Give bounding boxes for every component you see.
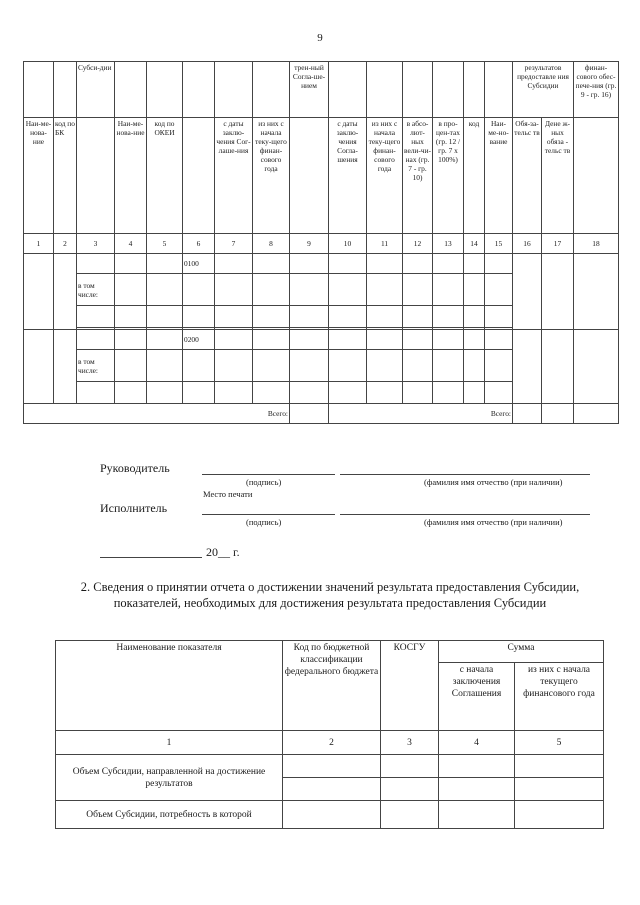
column-number: 6 bbox=[183, 234, 215, 254]
header-from-agreement: с даты заклю-чения Сог-лаше-ния bbox=[215, 118, 253, 234]
total-label-2: Всего: bbox=[329, 404, 513, 424]
column-number: 4 bbox=[439, 731, 515, 755]
column-number: 2 bbox=[54, 234, 77, 254]
column-numbers-row bbox=[24, 234, 619, 254]
head-label: Руководитель bbox=[100, 461, 170, 475]
report-acceptance-table bbox=[55, 640, 604, 829]
column-number: 18 bbox=[574, 234, 619, 254]
header-budget-code: Код по бюджетной классификации федерального бюджета bbox=[283, 641, 381, 731]
section-2-title: 2. Сведения о принятии отчета о достижении значений результата предоставления Субсидии, показателей, необходимых для достижения результата предоставления Субсидии bbox=[80, 580, 580, 610]
header-unit-name: Наи-ме-нова-ние bbox=[115, 118, 147, 234]
column-number: 5 bbox=[515, 731, 604, 755]
results-report-table bbox=[23, 61, 619, 424]
column-number: 3 bbox=[77, 234, 115, 254]
header-bk-code: код по БК bbox=[54, 118, 77, 234]
date-line bbox=[100, 557, 202, 558]
header-indicator-name: Наименование показателя bbox=[56, 641, 283, 731]
column-number: 13 bbox=[433, 234, 464, 254]
total-row bbox=[24, 404, 619, 424]
header-result: результатов предоставле ния Субсидии bbox=[513, 62, 574, 118]
header-money-obligations: Дене ж-ных обяза - тельс тв bbox=[542, 118, 574, 234]
row-including: в том числе: bbox=[77, 274, 115, 306]
executor-label: Исполнитель bbox=[100, 501, 168, 515]
header-sum: Сумма bbox=[439, 641, 604, 663]
table-row bbox=[56, 755, 604, 778]
total-label: Всего: bbox=[24, 404, 290, 424]
header-subsidy: Субси-дии bbox=[77, 62, 115, 118]
row-code-0100: 0100 bbox=[183, 254, 215, 274]
page-number: 9 bbox=[317, 32, 323, 44]
header-obligations: Обя-за-тельс тв bbox=[513, 118, 542, 234]
column-number: 14 bbox=[464, 234, 485, 254]
column-number: 16 bbox=[513, 234, 542, 254]
header-name: Наи-ме-нова-ние bbox=[24, 118, 54, 234]
header-sum-year: из них с начала текущего финансового года bbox=[515, 663, 604, 731]
name-caption: (фамилия имя отчество (при наличии) bbox=[424, 477, 563, 487]
table-row bbox=[24, 330, 619, 350]
table-row bbox=[24, 254, 619, 274]
column-number: 1 bbox=[56, 731, 283, 755]
date-year: 20__ г. bbox=[206, 545, 240, 559]
header-from-agreement-2: с даты заклю-чения Согла-шения bbox=[329, 118, 367, 234]
name-caption-2: (фамилия имя отчество (при наличии) bbox=[424, 517, 563, 527]
executor-signature-line bbox=[202, 514, 335, 515]
header-okei-code: код по ОКЕИ bbox=[147, 118, 183, 234]
column-number: 11 bbox=[367, 234, 403, 254]
header-agreement: трен-ный Согла-ше-нием bbox=[290, 62, 329, 118]
header-year-start: из них с начала теку-щего финан-сового года bbox=[253, 118, 290, 234]
table-row bbox=[56, 801, 604, 829]
column-number: 12 bbox=[403, 234, 433, 254]
executor-name-line bbox=[340, 514, 590, 515]
row-subsidy-need: Объем Субсидии, потребность в которой bbox=[56, 801, 283, 829]
header-code: код bbox=[464, 118, 485, 234]
row-code-0200: 0200 bbox=[183, 330, 215, 350]
column-number: 5 bbox=[147, 234, 183, 254]
column-number: 3 bbox=[381, 731, 439, 755]
header-year-start-2: из них с начала теку-щего финан-сового года bbox=[367, 118, 403, 234]
header-financial: финан-сового обес-пече-ния (гр. 9 - гр. 16) bbox=[574, 62, 619, 118]
column-number: 15 bbox=[485, 234, 513, 254]
header-reason-name: Наи-ме-но-вание bbox=[485, 118, 513, 234]
row-including-2: в том числе: bbox=[77, 350, 115, 382]
column-numbers-row-2 bbox=[56, 731, 604, 755]
column-number: 4 bbox=[115, 234, 147, 254]
column-number: 9 bbox=[290, 234, 329, 254]
seal-place: Место печати bbox=[203, 489, 253, 499]
column-number: 7 bbox=[215, 234, 253, 254]
head-name-line bbox=[340, 474, 590, 475]
header-percent: в про-цен-тах (гр. 12 / гр. 7 х 100%) bbox=[433, 118, 464, 234]
signature-caption-2: (подпись) bbox=[246, 517, 282, 527]
column-number: 10 bbox=[329, 234, 367, 254]
head-signature-line bbox=[202, 474, 335, 475]
header-sum-from-agreement: с начала заключения Соглашения bbox=[439, 663, 515, 731]
column-number: 2 bbox=[283, 731, 381, 755]
row-subsidy-results: Объем Субсидии, направленной на достижение результатов bbox=[56, 755, 283, 801]
column-number: 8 bbox=[253, 234, 290, 254]
column-number: 17 bbox=[542, 234, 574, 254]
signature-caption: (подпись) bbox=[246, 477, 282, 487]
column-number: 1 bbox=[24, 234, 54, 254]
header-absolute: в абсо-лют-ных вели-чи-нах (гр. 7 - гр. 10) bbox=[403, 118, 433, 234]
header-kosgu: КОСГУ bbox=[381, 641, 439, 731]
